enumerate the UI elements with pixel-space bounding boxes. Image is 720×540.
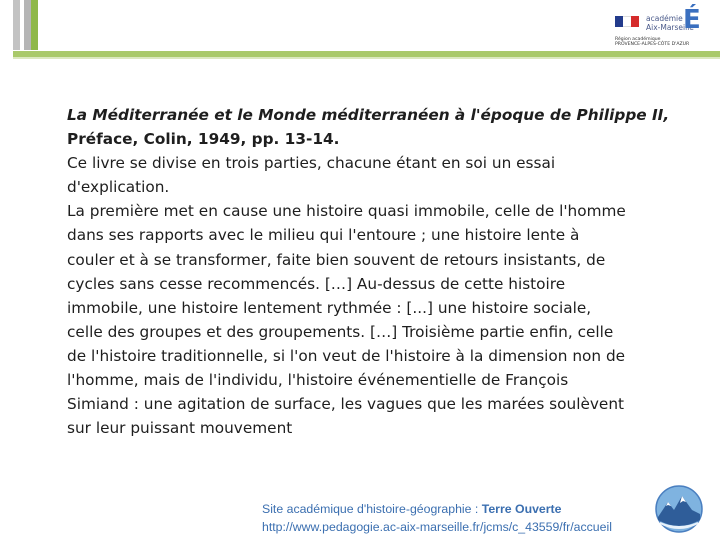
- text-line: celle des groupes et des groupements. […] Troisième partie enfin, celle: [67, 322, 614, 341]
- text-line: Ce livre se divise en trois parties, chacune étant en soi un essai: [67, 154, 556, 173]
- text-line: immobile, une histoire lentement rythmée : [...] une histoire sociale,: [67, 298, 592, 317]
- text-line: couler et à se transformer, faite bien souvent de retours insistants, de: [67, 250, 606, 269]
- decorative-bar-gray: [13, 0, 20, 50]
- region-label: Région académique PROVENCE-ALPES-CÔTE D'AZUR: [615, 37, 690, 48]
- citation-text: [67, 103, 670, 440]
- text-line: Simiand : une agitation de surface, les vagues que les marées soulèvent: [67, 395, 625, 414]
- terre-ouverte-logo-icon: [654, 484, 704, 534]
- french-flag-icon: [615, 16, 639, 27]
- text-line: cycles sans cesse recommencés. […] Au-dessus de cette histoire: [67, 274, 566, 293]
- book-reference: Préface, Colin, 1949, pp. 13-14.: [67, 130, 340, 149]
- text-line: d'explication.: [67, 178, 170, 197]
- footer-site-name[interactable]: Terre Ouverte: [481, 502, 562, 516]
- academie-e-icon: É: [683, 5, 701, 35]
- footer-url-link[interactable]: http://www.pedagogie.ac-aix-marseille.fr/jcms/c_43559/fr/accueil: [262, 520, 612, 534]
- text-line: dans ses rapports avec le milieu qui l'entoure ; une histoire lente à: [67, 226, 580, 245]
- footer: [262, 500, 612, 536]
- text-line: de l'histoire traditionnelle, si l'on veut de l'histoire à la dimension non de: [67, 346, 626, 365]
- decorative-bar-gray-2: [24, 0, 31, 50]
- academie-name: académie Aix-Marseille: [646, 14, 694, 32]
- book-title: La Méditerranée et le Monde méditerranéen à l'époque de Philippe II,: [67, 106, 670, 124]
- footer-site-prefix: Site académique d'histoire-géographie :: [262, 502, 482, 516]
- text-line: sur leur puissant mouvement: [67, 419, 293, 438]
- academie-logo: [612, 6, 712, 50]
- decorative-bar-green: [31, 0, 38, 50]
- text-line: La première met en cause une histoire quasi immobile, celle de l'homme: [67, 202, 626, 221]
- header-divider-band-light: [13, 57, 720, 59]
- text-line: l'homme, mais de l'individu, l'histoire événementielle de François: [67, 371, 569, 390]
- footer-site-line: [262, 500, 612, 518]
